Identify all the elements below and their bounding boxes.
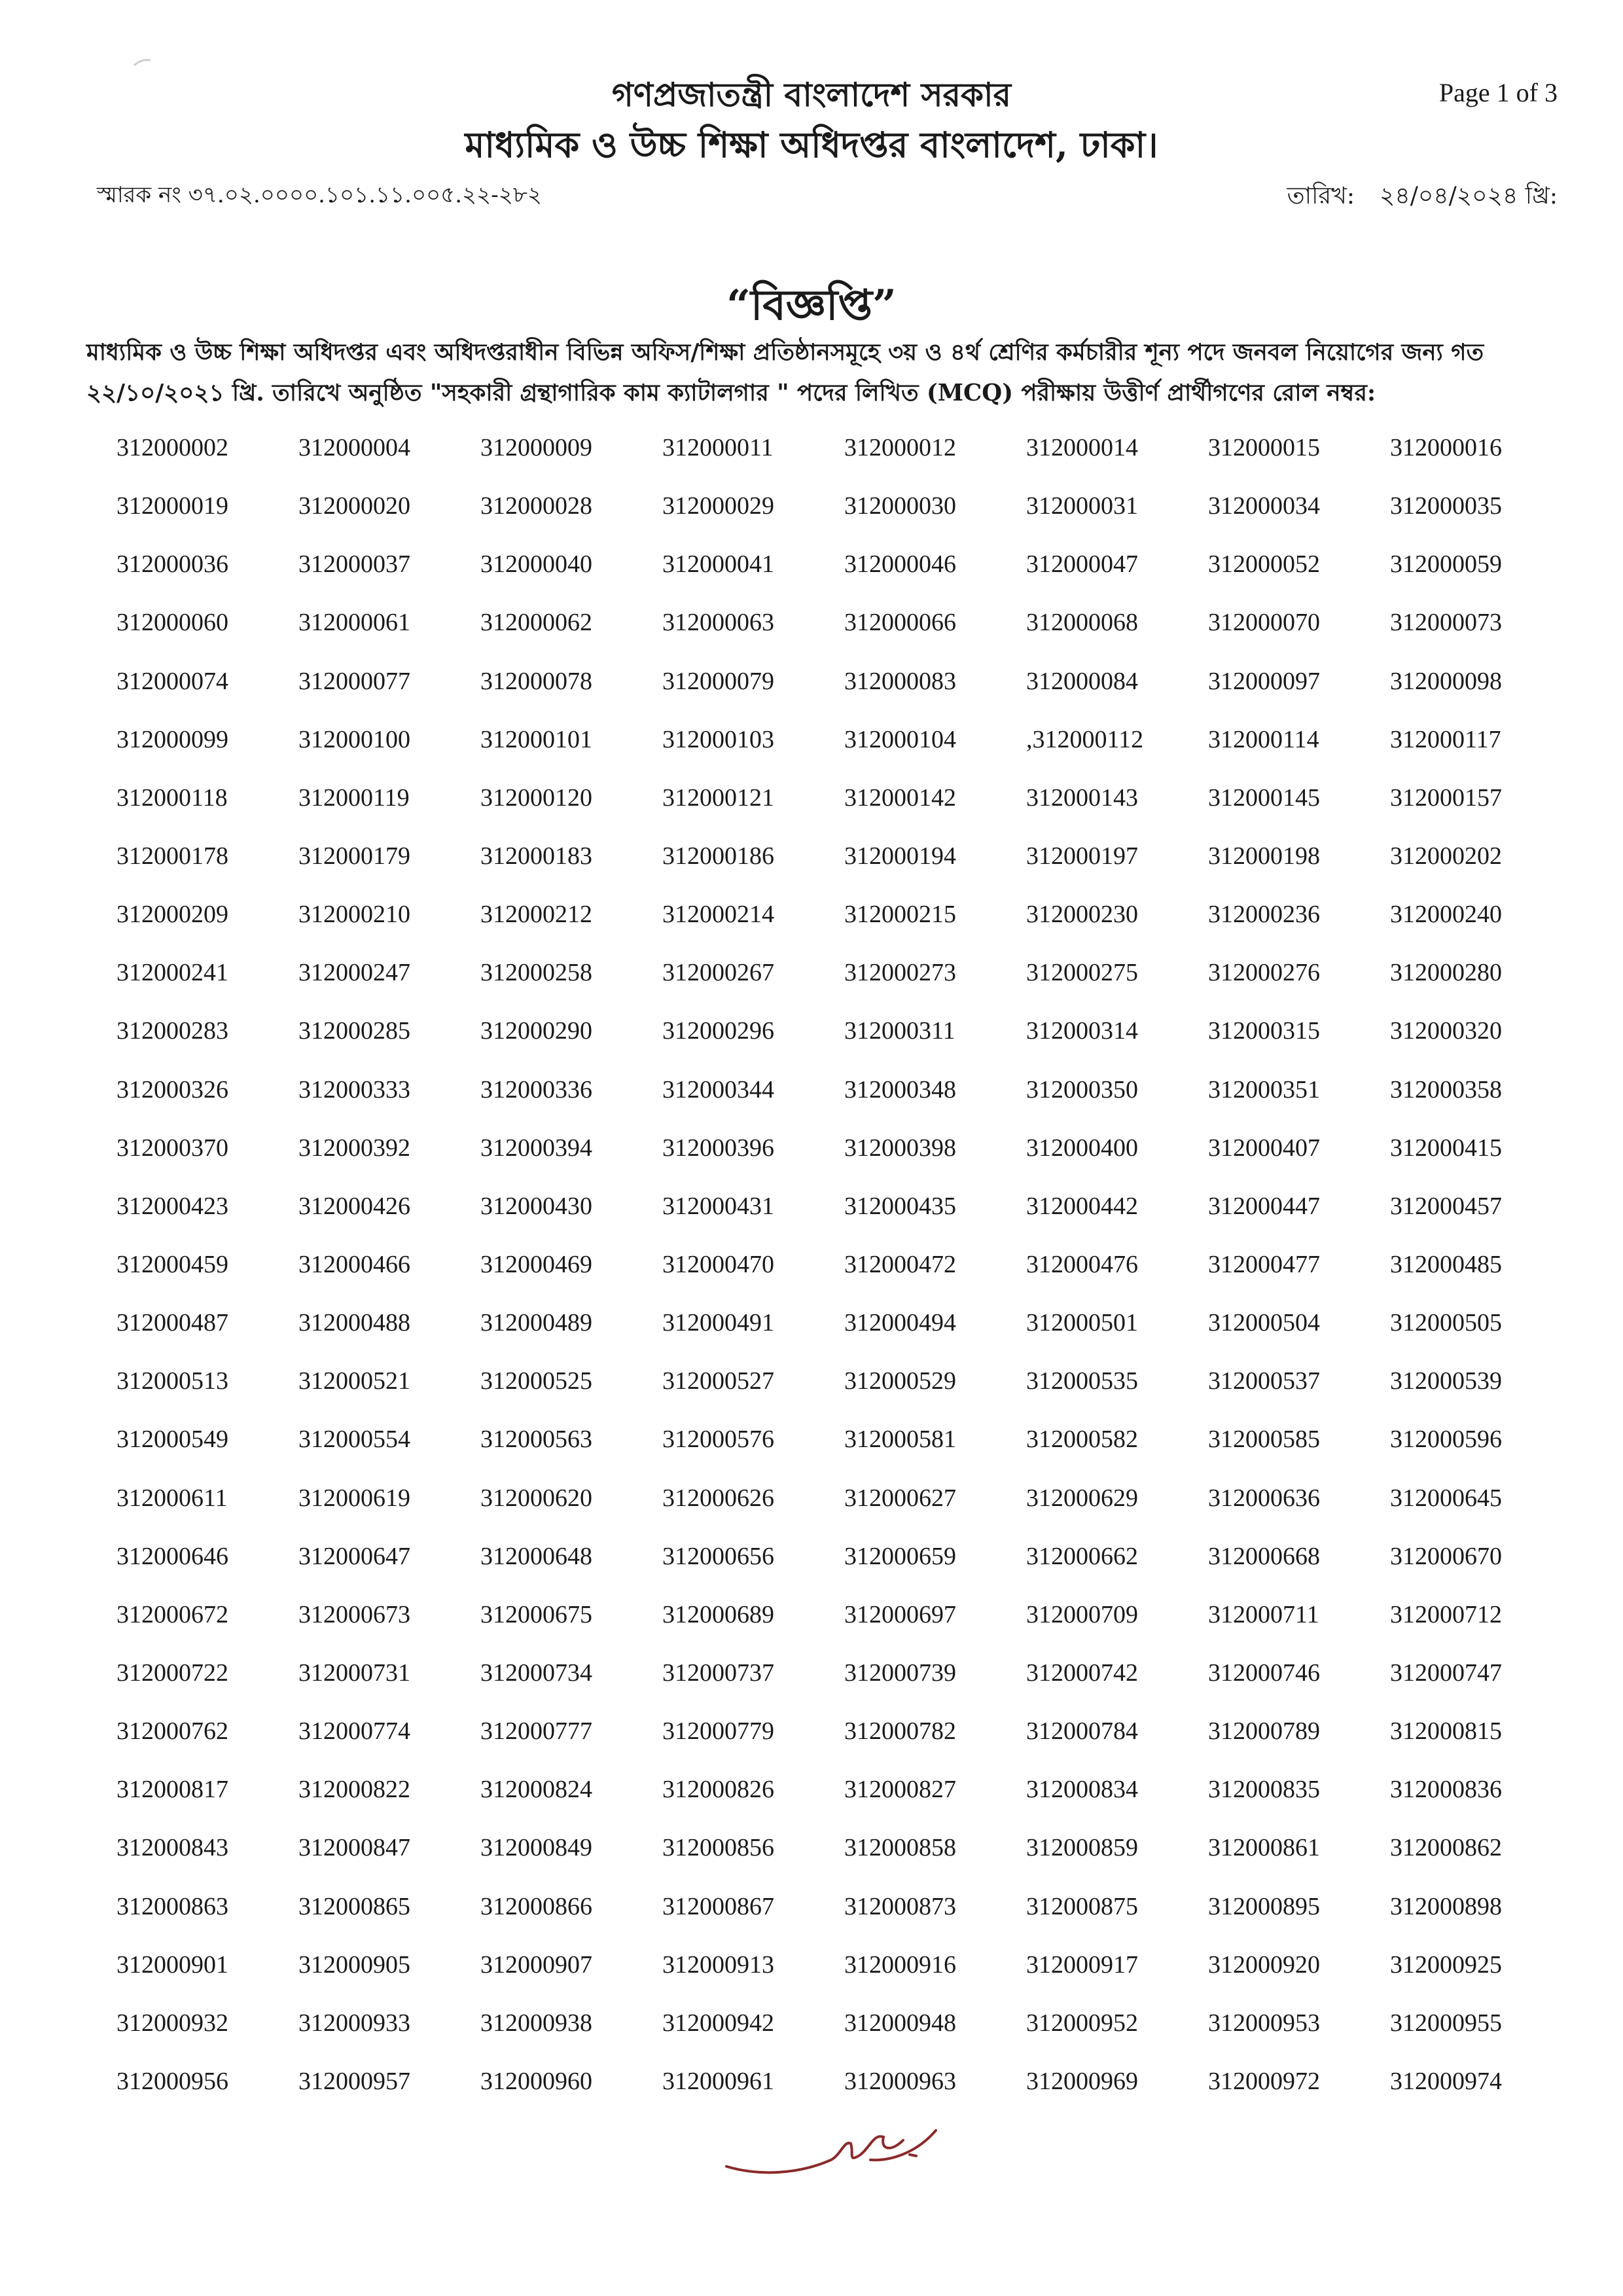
roll-number: 312000647 xyxy=(298,1542,410,1570)
roll-number: 312000430 xyxy=(480,1192,592,1220)
roll-number: 312000275 xyxy=(1026,959,1138,987)
date-label: তারিখ: xyxy=(1287,183,1355,209)
signature xyxy=(720,2114,955,2193)
roll-number: 312000084 xyxy=(1026,667,1138,695)
roll-number: 312000859 xyxy=(1026,1834,1138,1862)
roll-number: 312000746 xyxy=(1208,1659,1320,1687)
roll-number: 312000933 xyxy=(298,2009,410,2037)
roll-number: 312000961 xyxy=(662,2067,774,2095)
roll-number: 312000358 xyxy=(1390,1075,1502,1103)
roll-number: 312000901 xyxy=(116,1950,228,1979)
roll-row xyxy=(116,433,1572,492)
roll-row xyxy=(116,1016,1572,1075)
roll-number: 312000280 xyxy=(1390,959,1502,987)
roll-number: 312000073 xyxy=(1390,609,1502,637)
roll-number: 312000865 xyxy=(298,1892,410,1920)
roll-number: 312000489 xyxy=(480,1309,592,1337)
roll-number: 312000835 xyxy=(1208,1776,1320,1804)
roll-number: 312000392 xyxy=(298,1134,410,1162)
roll-number: 312000916 xyxy=(844,1950,956,1979)
roll-number: 312000273 xyxy=(844,959,956,987)
roll-number: 312000060 xyxy=(116,609,228,637)
roll-number: 312000333 xyxy=(298,1075,410,1103)
roll-number: 312000202 xyxy=(1390,842,1502,870)
roll-number: 312000118 xyxy=(116,783,228,812)
roll-number: 312000145 xyxy=(1208,783,1320,812)
roll-number: 312000431 xyxy=(662,1192,774,1220)
roll-number: 312000015 xyxy=(1208,434,1320,461)
roll-number: 312000849 xyxy=(480,1834,592,1862)
roll-number: 312000709 xyxy=(1026,1600,1138,1628)
roll-number: 312000611 xyxy=(116,1484,228,1512)
roll-number: 312000969 xyxy=(1026,2067,1138,2095)
roll-number: 312000905 xyxy=(298,1950,410,1979)
government-title: গণপ্রজাতন্ত্রী বাংলাদেশ সরকার xyxy=(612,75,1011,114)
speck-stroke xyxy=(134,60,151,65)
roll-number: 312000817 xyxy=(116,1776,228,1804)
roll-number: 312000861 xyxy=(1208,1834,1320,1862)
roll-number: 312000283 xyxy=(116,1017,228,1045)
notice-intro xyxy=(86,332,1550,414)
roll-number: 312000963 xyxy=(844,2067,956,2095)
roll-number: 312000779 xyxy=(662,1717,774,1746)
roll-row xyxy=(116,492,1572,550)
roll-number: 312000563 xyxy=(480,1426,592,1454)
roll-number: 312000083 xyxy=(844,667,956,695)
roll-number: 312000938 xyxy=(480,2009,592,2037)
roll-number: 312000712 xyxy=(1390,1600,1502,1628)
roll-number: 312000582 xyxy=(1026,1426,1138,1454)
roll-number: 312000046 xyxy=(844,550,956,579)
roll-number: 312000626 xyxy=(662,1484,774,1512)
roll-number: 312000348 xyxy=(844,1075,956,1103)
roll-number: 312000513 xyxy=(116,1367,228,1395)
roll-number: 312000035 xyxy=(1390,492,1502,520)
date-value: ২৪/০৪/২০২৪ খ্রি: xyxy=(1379,183,1558,209)
roll-number: 312000656 xyxy=(662,1542,774,1570)
roll-number: 312000186 xyxy=(662,842,774,870)
roll-number: 312000078 xyxy=(480,667,592,695)
roll-number: 312000326 xyxy=(116,1075,228,1103)
roll-number: 312000646 xyxy=(116,1542,228,1570)
roll-number: 312000101 xyxy=(480,725,592,753)
roll-number: 312000457 xyxy=(1390,1192,1502,1220)
roll-number: 312000068 xyxy=(1026,609,1138,637)
roll-number: 312000925 xyxy=(1390,1950,1502,1979)
roll-number: 312000898 xyxy=(1390,1892,1502,1920)
roll-number: 312000009 xyxy=(480,434,592,461)
roll-number: 312000098 xyxy=(1390,667,1502,695)
directorate-title: মাধ্যমিক ও উচ্চ শিক্ষা অধিদপ্তর বাংলাদেশ, ঢাকা। xyxy=(465,124,1158,166)
roll-row xyxy=(116,550,1572,608)
memo-number: স্মারক নং ৩৭.০২.০০০০.১০১.১১.০০৫.২২-২৮২ xyxy=(97,182,543,208)
roll-row xyxy=(116,1134,1572,1192)
roll-number: 312000296 xyxy=(662,1017,774,1045)
roll-number: 312000824 xyxy=(480,1776,592,1804)
roll-number: 312000030 xyxy=(844,492,956,520)
roll-number: 312000466 xyxy=(298,1250,410,1278)
roll-number: 312000636 xyxy=(1208,1484,1320,1512)
roll-number: 312000834 xyxy=(1026,1776,1138,1804)
roll-number: 312000619 xyxy=(298,1484,410,1512)
roll-number: 312000895 xyxy=(1208,1892,1320,1920)
roll-number: 312000774 xyxy=(298,1717,410,1746)
roll-number: 312000866 xyxy=(480,1892,592,1920)
roll-number: 312000472 xyxy=(844,1250,956,1278)
roll-number: 312000913 xyxy=(662,1950,774,1979)
roll-number: 312000956 xyxy=(116,2067,228,2095)
roll-number: 312000423 xyxy=(116,1192,228,1220)
roll-number-table xyxy=(116,433,1572,2125)
roll-number: 312000459 xyxy=(116,1250,228,1278)
roll-number: 312000629 xyxy=(1026,1484,1138,1512)
roll-row xyxy=(116,1717,1572,1775)
roll-number: 312000062 xyxy=(480,609,592,637)
roll-number: 312000539 xyxy=(1390,1367,1502,1395)
roll-row xyxy=(116,1075,1572,1134)
roll-number: 312000100 xyxy=(298,725,410,753)
roll-number: 312000442 xyxy=(1026,1192,1138,1220)
roll-row xyxy=(116,1367,1572,1425)
roll-number: 312000012 xyxy=(844,434,956,461)
roll-number: 312000907 xyxy=(480,1950,592,1979)
roll-number: 312000974 xyxy=(1390,2067,1502,2095)
roll-row xyxy=(116,608,1572,666)
roll-row xyxy=(116,958,1572,1016)
roll-number: 312000739 xyxy=(844,1659,956,1687)
roll-row xyxy=(116,1833,1572,1892)
roll-number: 312000942 xyxy=(662,2009,774,2037)
roll-number: 312000014 xyxy=(1026,434,1138,461)
roll-number: 312000314 xyxy=(1026,1017,1138,1045)
roll-number: 312000711 xyxy=(1208,1600,1319,1628)
roll-number: 312000836 xyxy=(1390,1776,1502,1804)
roll-number: 312000214 xyxy=(662,901,774,929)
roll-number: 312000501 xyxy=(1026,1309,1138,1337)
roll-number: 312000004 xyxy=(298,434,410,461)
roll-number: 312000070 xyxy=(1208,609,1320,637)
roll-number: 312000476 xyxy=(1026,1250,1138,1278)
roll-number: 312000415 xyxy=(1390,1134,1502,1162)
roll-number: 312000673 xyxy=(298,1600,410,1628)
roll-number: 312000016 xyxy=(1390,434,1502,461)
roll-row xyxy=(116,1308,1572,1367)
roll-number: 312000074 xyxy=(116,667,228,695)
roll-number: 312000351 xyxy=(1208,1075,1320,1103)
roll-row xyxy=(116,842,1572,900)
roll-number: 312000488 xyxy=(298,1309,410,1337)
roll-number: 312000843 xyxy=(116,1834,228,1862)
roll-number: 312000236 xyxy=(1208,901,1320,929)
roll-number: 312000276 xyxy=(1208,959,1320,987)
roll-number: 312000447 xyxy=(1208,1192,1320,1220)
roll-number: 312000258 xyxy=(480,959,592,987)
roll-number: 312000554 xyxy=(298,1426,410,1454)
roll-number: 312000953 xyxy=(1208,2009,1320,2037)
roll-number: 312000505 xyxy=(1390,1309,1502,1337)
roll-number: 312000777 xyxy=(480,1717,592,1746)
roll-number: 312000826 xyxy=(662,1776,774,1804)
roll-number: 312000537 xyxy=(1208,1367,1320,1395)
roll-number: 312000097 xyxy=(1208,667,1320,695)
roll-number: 312000350 xyxy=(1026,1075,1138,1103)
roll-number: 312000689 xyxy=(662,1600,774,1628)
page-number: Page 1 of 3 xyxy=(1438,78,1558,107)
roll-number: 312000320 xyxy=(1390,1017,1502,1045)
roll-number: 312000121 xyxy=(662,783,774,812)
roll-number: 312000396 xyxy=(662,1134,774,1162)
roll-number: 312000504 xyxy=(1208,1309,1320,1337)
roll-number: 312000620 xyxy=(480,1484,592,1512)
roll-number: 312000932 xyxy=(116,2009,228,2037)
roll-number: 312000648 xyxy=(480,1542,592,1570)
roll-number: 312000782 xyxy=(844,1717,956,1746)
roll-number: 312000019 xyxy=(116,492,228,520)
roll-number: 312000917 xyxy=(1026,1950,1138,1979)
roll-number: 312000398 xyxy=(844,1134,956,1162)
intro-line-2: ২২/১০/২০২১ খ্রি. তারিখে অনুষ্ঠিত "সহকারী গ্রন্থাগারিক কাম ক্যাটালগার " পদের লিখিত (MCQ) পরীক্ষায় উত্তীর্ণ প্রার্থীগণের রোল নম্বর: xyxy=(86,380,1376,406)
roll-number: 312000178 xyxy=(116,842,228,870)
roll-row xyxy=(116,1542,1572,1600)
roll-number: 312000047 xyxy=(1026,550,1138,579)
roll-number: 312000494 xyxy=(844,1309,956,1337)
roll-number: 312000675 xyxy=(480,1600,592,1628)
roll-number: 312000315 xyxy=(1208,1017,1320,1045)
roll-number: 312000863 xyxy=(116,1892,228,1920)
roll-number: 312000670 xyxy=(1390,1542,1502,1570)
roll-number: 312000742 xyxy=(1026,1659,1138,1687)
roll-number: 312000036 xyxy=(116,550,228,579)
roll-row xyxy=(116,1775,1572,1833)
roll-row xyxy=(116,1600,1572,1659)
roll-number: 312000521 xyxy=(298,1367,410,1395)
roll-number: 312000099 xyxy=(116,725,228,753)
roll-number: 312000762 xyxy=(116,1717,228,1746)
roll-row xyxy=(116,2009,1572,2067)
roll-number: 312000487 xyxy=(116,1309,228,1337)
roll-number: 312000491 xyxy=(662,1309,774,1337)
roll-number: 312000477 xyxy=(1208,1250,1320,1278)
roll-number: 312000400 xyxy=(1026,1134,1138,1162)
roll-number: 312000029 xyxy=(662,492,774,520)
roll-number: 312000737 xyxy=(662,1659,774,1687)
roll-number: 312000485 xyxy=(1390,1250,1502,1278)
roll-number: 312000862 xyxy=(1390,1834,1502,1862)
roll-number: 312000011 xyxy=(662,434,774,461)
roll-row xyxy=(116,1425,1572,1483)
roll-row xyxy=(116,1659,1572,1717)
roll-number: 312000120 xyxy=(480,783,592,812)
roll-row xyxy=(116,1484,1572,1542)
roll-number: 312000143 xyxy=(1026,783,1138,812)
roll-number: 312000426 xyxy=(298,1192,410,1220)
notice-title: “বিজ্ঞপ্তি” xyxy=(726,281,897,330)
roll-number: 312000063 xyxy=(662,609,774,637)
roll-number: 312000031 xyxy=(1026,492,1138,520)
roll-number: 312000789 xyxy=(1208,1717,1320,1746)
roll-number: 312000142 xyxy=(844,783,956,812)
roll-number: 312000873 xyxy=(844,1892,956,1920)
roll-number: 312000867 xyxy=(662,1892,774,1920)
roll-number: 312000041 xyxy=(662,550,774,579)
roll-number: 312000856 xyxy=(662,1834,774,1862)
roll-number: 312000662 xyxy=(1026,1542,1138,1570)
roll-number: 312000197 xyxy=(1026,842,1138,870)
roll-number: 312000077 xyxy=(298,667,410,695)
roll-number: 312000645 xyxy=(1390,1484,1502,1512)
roll-number: 312000407 xyxy=(1208,1134,1320,1162)
roll-number: 312000784 xyxy=(1026,1717,1138,1746)
roll-number: 312000847 xyxy=(298,1834,410,1862)
roll-number: 312000527 xyxy=(662,1367,774,1395)
roll-number: 312000585 xyxy=(1208,1426,1320,1454)
roll-number: 312000002 xyxy=(116,434,228,461)
roll-number: 312000722 xyxy=(116,1659,228,1687)
roll-number: 312000948 xyxy=(844,2009,956,2037)
roll-row xyxy=(116,725,1572,783)
roll-number: 312000230 xyxy=(1026,901,1138,929)
roll-row xyxy=(116,1892,1572,1950)
roll-number: 312000034 xyxy=(1208,492,1320,520)
roll-number: 312000394 xyxy=(480,1134,592,1162)
roll-number: 312000469 xyxy=(480,1250,592,1278)
roll-number: 312000020 xyxy=(298,492,410,520)
roll-number: 312000104 xyxy=(844,725,956,753)
roll-number: 312000157 xyxy=(1390,783,1502,812)
roll-number: 312000241 xyxy=(116,959,228,987)
roll-row xyxy=(116,1250,1572,1308)
roll-number: 312000117 xyxy=(1390,725,1501,753)
roll-number: 312000370 xyxy=(116,1134,228,1162)
roll-number: 312000336 xyxy=(480,1075,592,1103)
roll-number: 312000212 xyxy=(480,901,592,929)
roll-number: 312000822 xyxy=(298,1776,410,1804)
roll-number: 312000037 xyxy=(298,550,410,579)
scan-speck xyxy=(131,52,157,72)
roll-number: 312000290 xyxy=(480,1017,592,1045)
roll-number: 312000952 xyxy=(1026,2009,1138,2037)
roll-number: 312000059 xyxy=(1390,550,1502,579)
roll-number: 312000815 xyxy=(1390,1717,1502,1746)
roll-row xyxy=(116,783,1572,842)
roll-number: 312000627 xyxy=(844,1484,956,1512)
roll-number: 312000209 xyxy=(116,901,228,929)
roll-number: 312000285 xyxy=(298,1017,410,1045)
roll-number: 312000040 xyxy=(480,550,592,579)
roll-number: 312000858 xyxy=(844,1834,956,1862)
roll-number: 312000194 xyxy=(844,842,956,870)
roll-number: 312000240 xyxy=(1390,901,1502,929)
roll-number: 312000061 xyxy=(298,609,410,637)
roll-row xyxy=(116,900,1572,958)
roll-number: 312000066 xyxy=(844,609,956,637)
signature-stroke xyxy=(726,2130,936,2172)
roll-number: 312000747 xyxy=(1390,1659,1502,1687)
roll-number: 312000525 xyxy=(480,1367,592,1395)
roll-number: 312000549 xyxy=(116,1426,228,1454)
roll-row xyxy=(116,1192,1572,1250)
roll-number: 312000267 xyxy=(662,959,774,987)
roll-number: 312000215 xyxy=(844,901,956,929)
roll-number: 312000079 xyxy=(662,667,774,695)
roll-number: ,312000112 xyxy=(1026,725,1144,753)
roll-number: 312000179 xyxy=(298,842,410,870)
roll-number: 312000344 xyxy=(662,1075,774,1103)
roll-number: 312000470 xyxy=(662,1250,774,1278)
roll-number: 312000672 xyxy=(116,1600,228,1628)
intro-line-1: মাধ্যমিক ও উচ্চ শিক্ষা অধিদপ্তর এবং অধিদপ্তরাধীন বিভিন্ন অফিস/শিক্ষা প্রতিষ্ঠানসমূহে ৩য় ও ৪র্থ শ্রেণির কর্মচারীর শূন্য পদে জনবল নিয়োগের জন্য গত xyxy=(86,339,1484,366)
roll-number: 312000920 xyxy=(1208,1950,1320,1979)
roll-number: 312000435 xyxy=(844,1192,956,1220)
roll-number: 312000731 xyxy=(298,1659,410,1687)
roll-number: 312000596 xyxy=(1390,1426,1502,1454)
roll-number: 312000114 xyxy=(1208,725,1319,753)
roll-number: 312000957 xyxy=(298,2067,410,2095)
roll-number: 312000028 xyxy=(480,492,592,520)
roll-number: 312000103 xyxy=(662,725,774,753)
roll-number: 312000183 xyxy=(480,842,592,870)
roll-number: 312000576 xyxy=(662,1426,774,1454)
roll-number: 312000972 xyxy=(1208,2067,1320,2095)
roll-number: 312000875 xyxy=(1026,1892,1138,1920)
roll-number: 312000198 xyxy=(1208,842,1320,870)
roll-row xyxy=(116,1950,1572,2009)
roll-number: 312000668 xyxy=(1208,1542,1320,1570)
roll-number: 312000960 xyxy=(480,2067,592,2095)
roll-number: 312000210 xyxy=(298,901,410,929)
roll-number: 312000535 xyxy=(1026,1367,1138,1395)
roll-row xyxy=(116,667,1572,725)
roll-number: 312000697 xyxy=(844,1600,956,1628)
roll-number: 312000247 xyxy=(298,959,410,987)
roll-number: 312000734 xyxy=(480,1659,592,1687)
roll-number: 312000529 xyxy=(844,1367,956,1395)
roll-number: 312000955 xyxy=(1390,2009,1502,2037)
roll-number: 312000659 xyxy=(844,1542,956,1570)
roll-number: 312000581 xyxy=(844,1426,956,1454)
date-block xyxy=(1287,178,1558,217)
roll-number: 312000052 xyxy=(1208,550,1320,579)
roll-number: 312000827 xyxy=(844,1776,956,1804)
roll-number: 312000311 xyxy=(844,1017,955,1045)
roll-number: 312000119 xyxy=(298,783,410,812)
